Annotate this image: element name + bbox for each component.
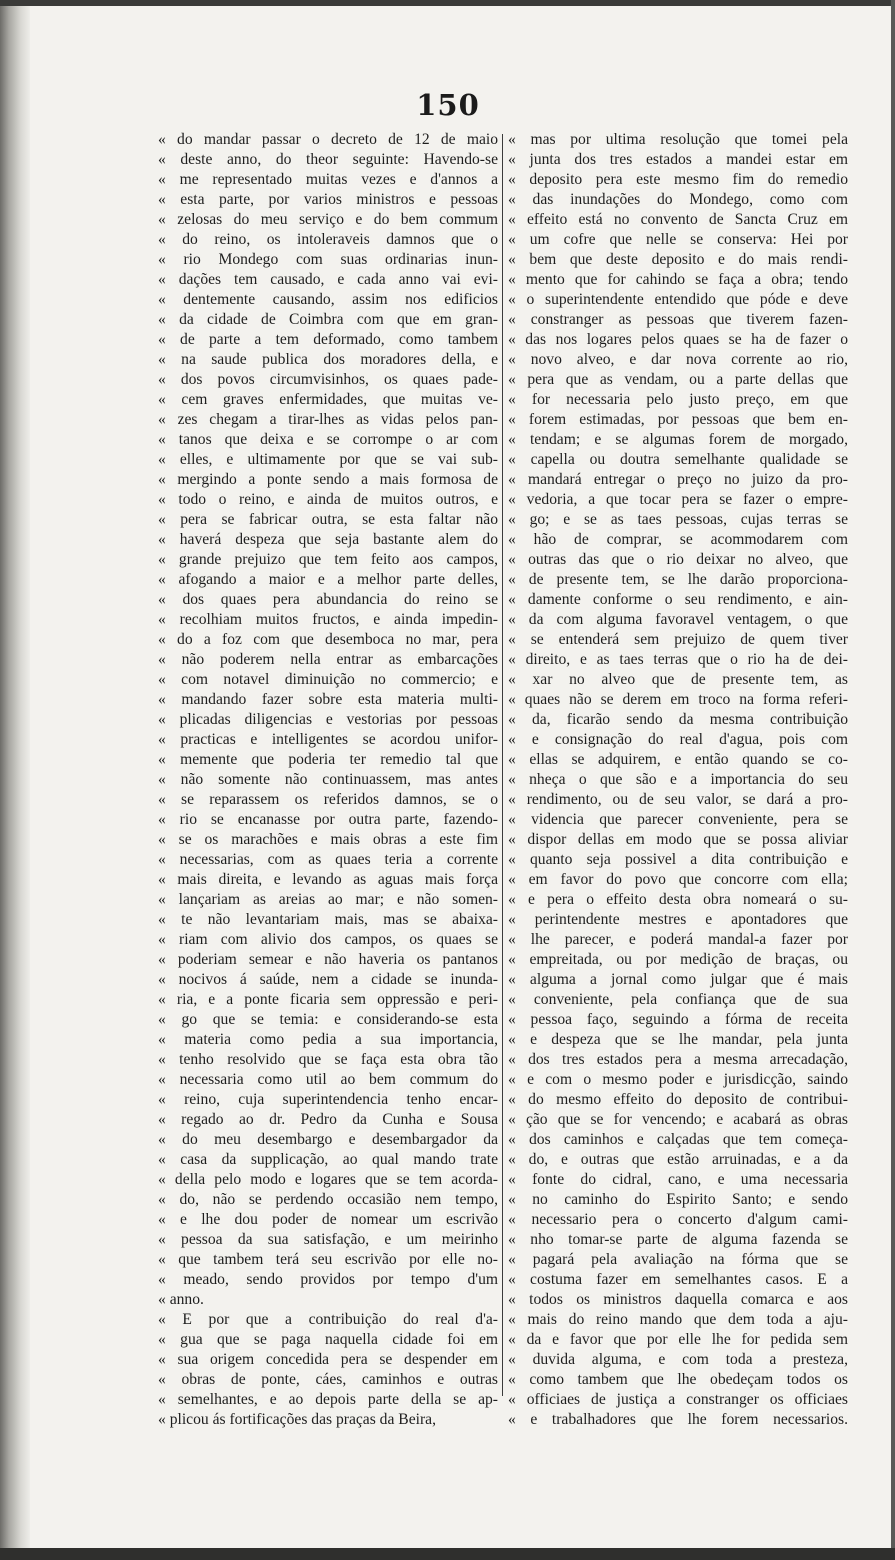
text-line: « tanos que deixa e se corrompe o ar com — [158, 431, 498, 448]
right-text-column — [508, 130, 848, 1510]
text-line: « o superintendente entendido que póde e deve — [508, 291, 848, 308]
text-line: « effeito está no convento de Sancta Cruz em — [508, 211, 848, 228]
text-line: « se entenderá sem prejuizo de quem tiver — [508, 631, 848, 648]
scan-right-edge — [891, 0, 895, 1560]
text-line: « não poderem nella entrar as embarcações — [158, 651, 498, 668]
text-line: « e consignação do real d'agua, pois com — [508, 731, 848, 748]
column-divider — [502, 134, 503, 1396]
text-line: « memente que poderia ter remedio tal que — [158, 751, 498, 768]
text-line: « forem estimadas, por pessoas que bem en- — [508, 411, 848, 428]
text-line: « ção que se for vencendo; e acabará as obras — [508, 1111, 848, 1128]
text-line: « pessoa da sua satisfação, e um meirinho — [158, 1231, 498, 1248]
text-line: « go que se temia: e considerando-se esta — [158, 1011, 498, 1028]
text-line: « rio se encanasse por outra parte, fazendo- — [158, 811, 498, 828]
text-line: « pera se fabricar outra, se esta faltar não — [158, 511, 498, 528]
text-line: « recolhiam muitos fructos, e ainda impedin- — [158, 611, 498, 628]
text-line: « da, ficarão sendo da mesma contribuição — [508, 711, 848, 728]
text-line: « pera que as vendam, ou a parte dellas que — [508, 371, 848, 388]
text-line: « anno. — [158, 1291, 204, 1308]
text-line: « mergindo a ponte sendo a mais formosa de — [158, 471, 498, 488]
text-line: « nheça o que são e a importancia do seu — [508, 771, 848, 788]
text-line: « zes chegam a tirar-lhes as vidas pelos pan- — [158, 411, 498, 428]
text-line: « te não levantariam mais, mas se abaixa- — [158, 911, 498, 928]
text-line: « que tambem terá seu escrivão por elle no- — [158, 1251, 498, 1268]
text-line: « me representado muitas vezes e d'annos a — [158, 171, 498, 188]
text-line: « se os marachões e mais obras a este fim — [158, 831, 498, 848]
text-line: « conveniente, pela confiança que de sua — [508, 991, 848, 1008]
text-line: « necessarias, com as quaes teria a corrente — [158, 851, 498, 868]
text-line: « com notavel diminuição no commercio; e — [158, 671, 498, 688]
text-line: « plicadas diligencias e vestorias por pessoas — [158, 711, 498, 728]
text-line: « da com alguma favoravel ventagem, o que — [508, 611, 848, 628]
text-line: « elles, e ultimamente por que se vai sub- — [158, 451, 498, 468]
text-line: « do, não se perdendo occasião nem tempo, — [158, 1191, 498, 1208]
text-line: « cem graves enfermidades, que muitas ve- — [158, 391, 498, 408]
text-line: « quaes não se derem em troco na forma referi- — [508, 691, 848, 708]
text-line: « duvida alguma, e com toda a presteza, — [508, 1351, 848, 1368]
text-line: « ria, e a ponte ficaria sem oppressão e peri- — [158, 991, 498, 1008]
left-text-column — [158, 130, 498, 1510]
text-line: « mandando fazer sobre esta materia multi- — [158, 691, 498, 708]
text-line: « das inundações do Mondego, como com — [508, 191, 848, 208]
text-line: « direito, e as taes terras que o rio ha de dei- — [508, 651, 848, 668]
text-line: « E por que a contribuição do real d'a- — [158, 1311, 498, 1328]
text-line: « go; e se as taes pessoas, cujas terras se — [508, 511, 848, 528]
text-line: « de parte a tem deformado, como tambem — [158, 331, 498, 348]
text-line: « na saude publica dos moradores della, e — [158, 351, 498, 368]
text-line: « mandará entregar o preço no juizo da pro- — [508, 471, 848, 488]
text-line: « grande prejuizo que tem feito aos campos, — [158, 551, 498, 568]
book-binding-edge — [0, 0, 30, 1560]
text-line: « damente conforme o seu rendimento, e ain- — [508, 591, 848, 608]
text-line: « junta dos tres estados a mandei estar em — [508, 151, 848, 168]
text-line: « empreitada, ou por medição de braças, ou — [508, 951, 848, 968]
text-line: « deste anno, do theor seguinte: Havendo-se — [158, 151, 498, 168]
text-line: « zelosas do meu serviço e do bem commum — [158, 211, 498, 228]
text-line: « regado ao dr. Pedro da Cunha e Sousa — [158, 1111, 498, 1128]
text-line: « materia como pedia a sua importancia, — [158, 1031, 498, 1048]
text-line: « e trabalhadores que lhe forem necessarios. — [508, 1411, 848, 1428]
text-line: « haverá despeza que seja bastante alem do — [158, 531, 498, 548]
text-line: « rio Mondego com suas ordinarias inun- — [158, 251, 498, 268]
text-line: « xar no alveo que de presente tem, as — [508, 671, 848, 688]
text-line: « do, e outras que estão arruinadas, e a da — [508, 1151, 848, 1168]
text-line: « do meu desembargo e desembargador da — [158, 1131, 498, 1148]
text-line: « nocivos á saúde, nem a cidade se inunda- — [158, 971, 498, 988]
text-line: « casa da supplicação, ao qual mando trate — [158, 1151, 498, 1168]
text-line: « dispor dellas em modo que se possa aliviar — [508, 831, 848, 848]
text-line: « mas por ultima resolução que tomei pela — [508, 131, 848, 148]
text-line: « pessoa faço, seguindo a fórma de receita — [508, 1011, 848, 1028]
text-line: « outras das que o rio deixar no alveo, que — [508, 551, 848, 568]
text-line: « vedoria, a que tocar pera se fazer o empre- — [508, 491, 848, 508]
text-line: « tenho resolvido que se faça esta obra tão — [158, 1051, 498, 1068]
text-line: « costuma fazer em semelhantes casos. E a — [508, 1271, 848, 1288]
text-line: « rendimento, ou de seu valor, se dará a pro- — [508, 791, 848, 808]
text-line: « quanto seja possivel a dita contribuição e — [508, 851, 848, 868]
text-line: « esta parte, por varios ministros e pessoas — [158, 191, 498, 208]
text-line: « do mesmo effeito do deposito de contribui- — [508, 1091, 848, 1108]
text-line: « for necessaria pelo justo preço, em que — [508, 391, 848, 408]
text-line: « e pera o effeito desta obra nomeará o su- — [508, 891, 848, 908]
text-line: « deposito pera este mesmo fim do remedio — [508, 171, 848, 188]
text-line: « lançariam as areias ao mar; e não somen- — [158, 891, 498, 908]
text-line: « e com o mesmo poder e jurisdicção, saindo — [508, 1071, 848, 1088]
page-number: 150 — [416, 88, 480, 122]
text-line: « videncia que parecer conveniente, pera se — [508, 811, 848, 828]
text-line: « todo o reino, e ainda de muitos outros, e — [158, 491, 498, 508]
text-line: « e despeza que se lhe mandar, pela junta — [508, 1031, 848, 1048]
text-line: « um cofre que nelle se conserva: Hei por — [508, 231, 848, 248]
text-line: « dos tres estados pera a mesma arrecadação, — [508, 1051, 848, 1068]
text-line: « practicas e intelligentes se acordou unifor- — [158, 731, 498, 748]
text-line: « afogando a maior e a melhor parte delles, — [158, 571, 498, 588]
text-line: « do a foz com que desemboca no mar, pera — [158, 631, 498, 648]
text-line: « da e favor que por elle lhe for pedida sem — [508, 1331, 848, 1348]
text-line: « do mandar passar o decreto de 12 de maio — [158, 131, 498, 148]
text-line: « novo alveo, e dar nova corrente ao rio, — [508, 351, 848, 368]
text-line: « necessaria como util ao bem commum do — [158, 1071, 498, 1088]
text-line: « dos quaes pera abundancia do reino se — [158, 591, 498, 608]
text-line: « tendam; e se algumas forem de morgado, — [508, 431, 848, 448]
text-line: « dentemente causando, assim nos edificios — [158, 291, 498, 308]
text-line: « perintendente mestres e apontadores que — [508, 911, 848, 928]
text-line: « alguma a jornal como julgar que é mais — [508, 971, 848, 988]
text-line: « dações tem causado, e cada anno vai evi- — [158, 271, 498, 288]
text-line: « e lhe dou poder de nomear um escrivão — [158, 1211, 498, 1228]
text-line: « dos povos circumvisinhos, os quaes pade- — [158, 371, 498, 388]
text-line: « riam com alivio dos campos, os quaes se — [158, 931, 498, 948]
text-line: « obras de ponte, cáes, caminhos e outras — [158, 1371, 498, 1388]
text-line: « mais direita, e levando as aguas mais força — [158, 871, 498, 888]
text-line: « reino, cuja superintendencia tenho encar- — [158, 1091, 498, 1108]
text-line: « necessario pera o concerto d'algum cami- — [508, 1211, 848, 1228]
text-line: « officiaes de justiça a constranger os officiaes — [508, 1391, 848, 1408]
text-line: « de presente tem, se lhe darão proporciona- — [508, 571, 848, 588]
scan-top-edge — [0, 0, 895, 6]
text-line: « semelhantes, e ao depois parte della se ap- — [158, 1391, 498, 1408]
text-line: « como tambem que lhe obedeçam todos os — [508, 1371, 848, 1388]
text-line: « gua que se paga naquella cidade foi em — [158, 1331, 498, 1348]
text-line: « fonte do cidral, cano, e uma necessaria — [508, 1171, 848, 1188]
text-line: « em favor do povo que concorre com ella; — [508, 871, 848, 888]
text-line: « mento que for cahindo se faça a obra; tendo — [508, 271, 848, 288]
text-line: « lhe parecer, e poderá mandal-a fazer por — [508, 931, 848, 948]
text-line: « nho tomar-se parte de alguma fazenda se — [508, 1231, 848, 1248]
text-line: « das nos logares pelos quaes se ha de fazer o — [508, 331, 848, 348]
text-line: « pagará pela avaliação na fórma que se — [508, 1251, 848, 1268]
text-line: « sua origem concedida pera se despender em — [158, 1351, 498, 1368]
text-line: « dos caminhos e calçadas que tem começa- — [508, 1131, 848, 1148]
text-line: « no caminho do Espirito Santo; e sendo — [508, 1191, 848, 1208]
text-line: « bem que deste deposito e do mais rendi- — [508, 251, 848, 268]
text-line: « ellas se adquirem, e então quando se co- — [508, 751, 848, 768]
text-line: « se reparassem os referidos damnos, se o — [158, 791, 498, 808]
scan-bottom-edge — [0, 1548, 895, 1560]
text-line: « hão de comprar, se acommodarem com — [508, 531, 848, 548]
text-line: « constranger as pessoas que tiverem fazen- — [508, 311, 848, 328]
text-line: « poderiam semear e não haveria os pantanos — [158, 951, 498, 968]
text-line: « plicou ás fortificações das praças da Beira, — [158, 1411, 436, 1428]
text-line: « capella ou doutra semelhante qualidade se — [508, 451, 848, 468]
text-line: « mais do reino mando que dem toda a aju- — [508, 1311, 848, 1328]
text-line: « do reino, os intoleraveis damnos que o — [158, 231, 498, 248]
text-line: « da cidade de Coimbra com que em gran- — [158, 311, 498, 328]
text-line: « meado, sendo providos por tempo d'um — [158, 1271, 498, 1288]
text-line: « todos os ministros daquella comarca e aos — [508, 1291, 848, 1308]
text-line: « della pelo modo e logares que se tem acorda- — [158, 1171, 498, 1188]
text-line: « não somente não continuassem, mas antes — [158, 771, 498, 788]
